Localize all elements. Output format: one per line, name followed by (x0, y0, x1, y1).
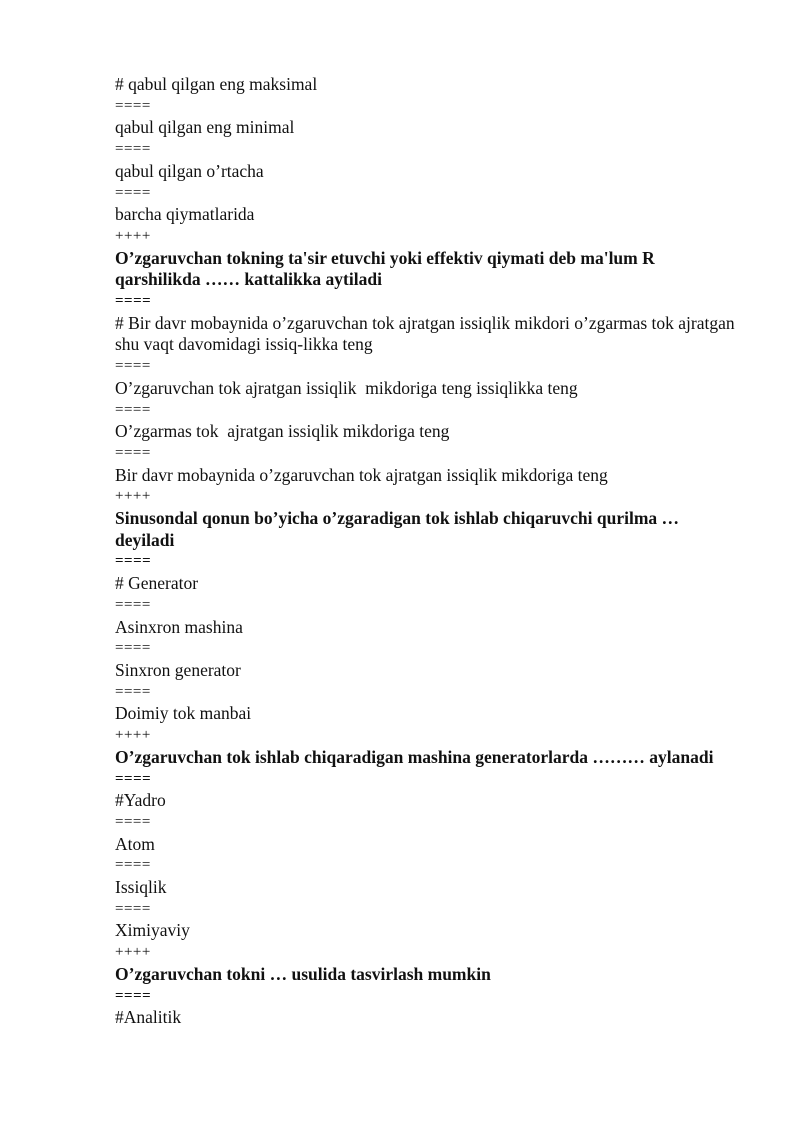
answer-line: #Analitik (115, 1007, 182, 1028)
answer-line: Doimiy tok manbai (115, 703, 252, 724)
question-line: O’zgaruvchan tokning ta'sir etuvchi yoki effektiv qiymati deb ma'lum R qarshilikda …… kattalikka aytiladi (115, 247, 660, 290)
answer-line: Sinxron generator (115, 659, 241, 680)
answer-line: # Generator (115, 573, 199, 594)
separator: ==== (115, 640, 151, 657)
question-line: O’zgaruvchan tok ishlab chiqaradigan mashina generatorlarda ……… aylanadi (115, 746, 714, 767)
answer-line: Asinxron mashina (115, 616, 243, 637)
answer-line: # Bir davr mobaynida o’zgaruvchan tok ajratgan issiqlik mikdori o’zgarmas tok ajratgan shu vaqt davomidagi issiq-likka teng (115, 312, 739, 355)
separator: ==== (115, 813, 151, 830)
answer-line: Atom (115, 833, 155, 854)
answer-line: # qabul qilgan eng maksimal (115, 74, 318, 94)
separator: ==== (115, 987, 152, 1004)
separator: ==== (115, 683, 151, 700)
answer-line: Bir davr mobaynida o’zgaruvchan tok ajratgan issiqlik mikdoriga teng (115, 464, 608, 485)
question-separator: ++++ (115, 227, 151, 244)
question-separator: ++++ (115, 944, 151, 961)
separator: ==== (115, 900, 151, 917)
answer-line: qabul qilgan o’rtacha (115, 160, 264, 181)
separator: ==== (115, 857, 151, 874)
separator: ==== (115, 444, 151, 461)
answer-line: O’zgarmas tok ajratgan issiqlik mikdoriga teng (115, 421, 450, 442)
separator: ==== (115, 553, 152, 570)
separator: ==== (115, 184, 151, 201)
separator: ==== (115, 141, 151, 158)
document-page (115, 74, 739, 1029)
answer-line: barcha qiymatlarida (115, 204, 255, 225)
separator: ==== (115, 293, 152, 310)
question-line: Sinusondal qonun bo’yicha o’zgaradigan tok ishlab chiqaruvchi qurilma … deyiladi (115, 508, 684, 550)
question-separator: ++++ (115, 727, 151, 744)
answer-line: qabul qilgan eng minimal (115, 117, 295, 138)
answer-line: Ximiyaviy (115, 920, 190, 941)
separator: ==== (115, 358, 151, 375)
separator: ==== (115, 401, 151, 418)
answer-line: O’zgaruvchan tok ajratgan issiqlik mikdoriga teng issiqlikka teng (115, 377, 578, 398)
separator: ==== (115, 596, 151, 613)
question-line: O’zgaruvchan tokni … usulida tasvirlash mumkin (115, 963, 491, 984)
answer-line: #Yadro (115, 790, 166, 811)
separator: ==== (115, 770, 152, 787)
answer-line: Issiqlik (115, 877, 167, 898)
question-separator: ++++ (115, 488, 151, 505)
separator: ==== (115, 97, 151, 114)
